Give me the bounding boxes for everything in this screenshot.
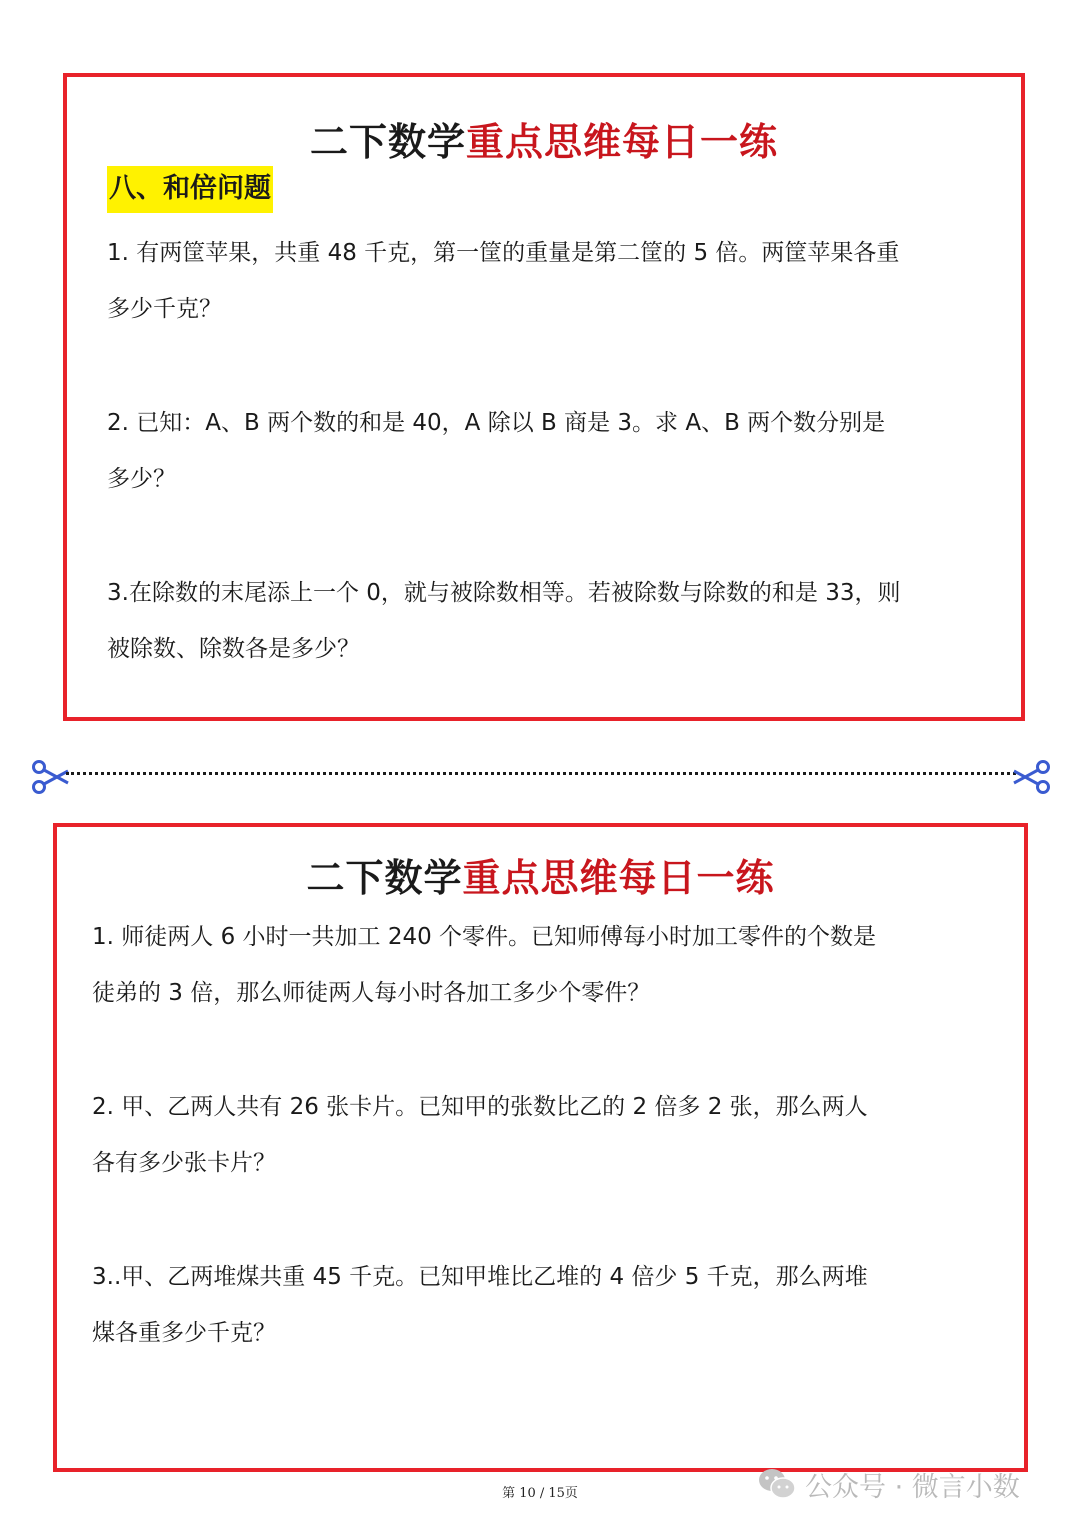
scissors-icon — [30, 757, 70, 797]
question-line: 1. 师徒两人 6 小时一共加工 240 个零件。已知师傅每小时加工零件的个数是 — [92, 924, 877, 950]
section-heading: 八、和倍问题 — [107, 166, 273, 213]
question-item — [92, 1249, 868, 1361]
watermark — [757, 1464, 1020, 1504]
question-line: 各有多少张卡片？ — [92, 1150, 276, 1176]
card-title — [57, 847, 1024, 902]
question-item — [92, 909, 876, 1021]
question-item — [107, 395, 885, 507]
question-item — [92, 1079, 868, 1191]
question-line: 2. 已知：A、B 两个数的和是 40，A 除以 B 商是 3。求 A、B 两个数分别是 — [107, 410, 886, 436]
title-part-red: 重点思维每日一练 — [466, 119, 779, 164]
question-line: 煤各重多少千克？ — [92, 1320, 276, 1346]
worksheet-card-2 — [53, 823, 1028, 1472]
question-line: 3.在除数的末尾添上一个 0，就与被除数相等。若被除数与除数的和是 33，则 — [107, 580, 901, 606]
card-title — [67, 111, 1021, 166]
wechat-icon — [757, 1467, 797, 1501]
question-line: 1. 有两筐苹果，共重 48 千克，第一筐的重量是第二筐的 5 倍。两筐苹果各重 — [107, 240, 900, 266]
question-line: 3..甲、乙两堆煤共重 45 千克。已知甲堆比乙堆的 4 倍少 5 千克，那么两堆 — [92, 1264, 868, 1290]
question-line: 2. 甲、乙两人共有 26 张卡片。已知甲的张数比乙的 2 倍多 2 张，那么两人 — [92, 1094, 868, 1120]
question-line: 多少？ — [107, 466, 176, 492]
cut-line-divider — [30, 757, 1052, 797]
watermark-text: 公众号 · 微言小数 — [805, 1471, 1020, 1503]
scissors-icon — [1012, 757, 1052, 797]
question-line: 徒弟的 3 倍，那么师徒两人每小时各加工多少个零件？ — [92, 980, 651, 1006]
question-item — [107, 225, 899, 337]
question-line: 被除数、除数各是多少？ — [107, 636, 360, 662]
title-part-black: 二下数学 — [306, 855, 463, 900]
question-line: 多少千克？ — [107, 296, 222, 322]
title-part-red: 重点思维每日一练 — [462, 855, 775, 900]
worksheet-card-1 — [63, 73, 1025, 721]
dotted-cut-line — [66, 772, 1016, 775]
question-item — [107, 565, 900, 677]
title-part-black: 二下数学 — [309, 119, 466, 164]
page-number: 第 10 / 15页 — [502, 1486, 578, 1501]
